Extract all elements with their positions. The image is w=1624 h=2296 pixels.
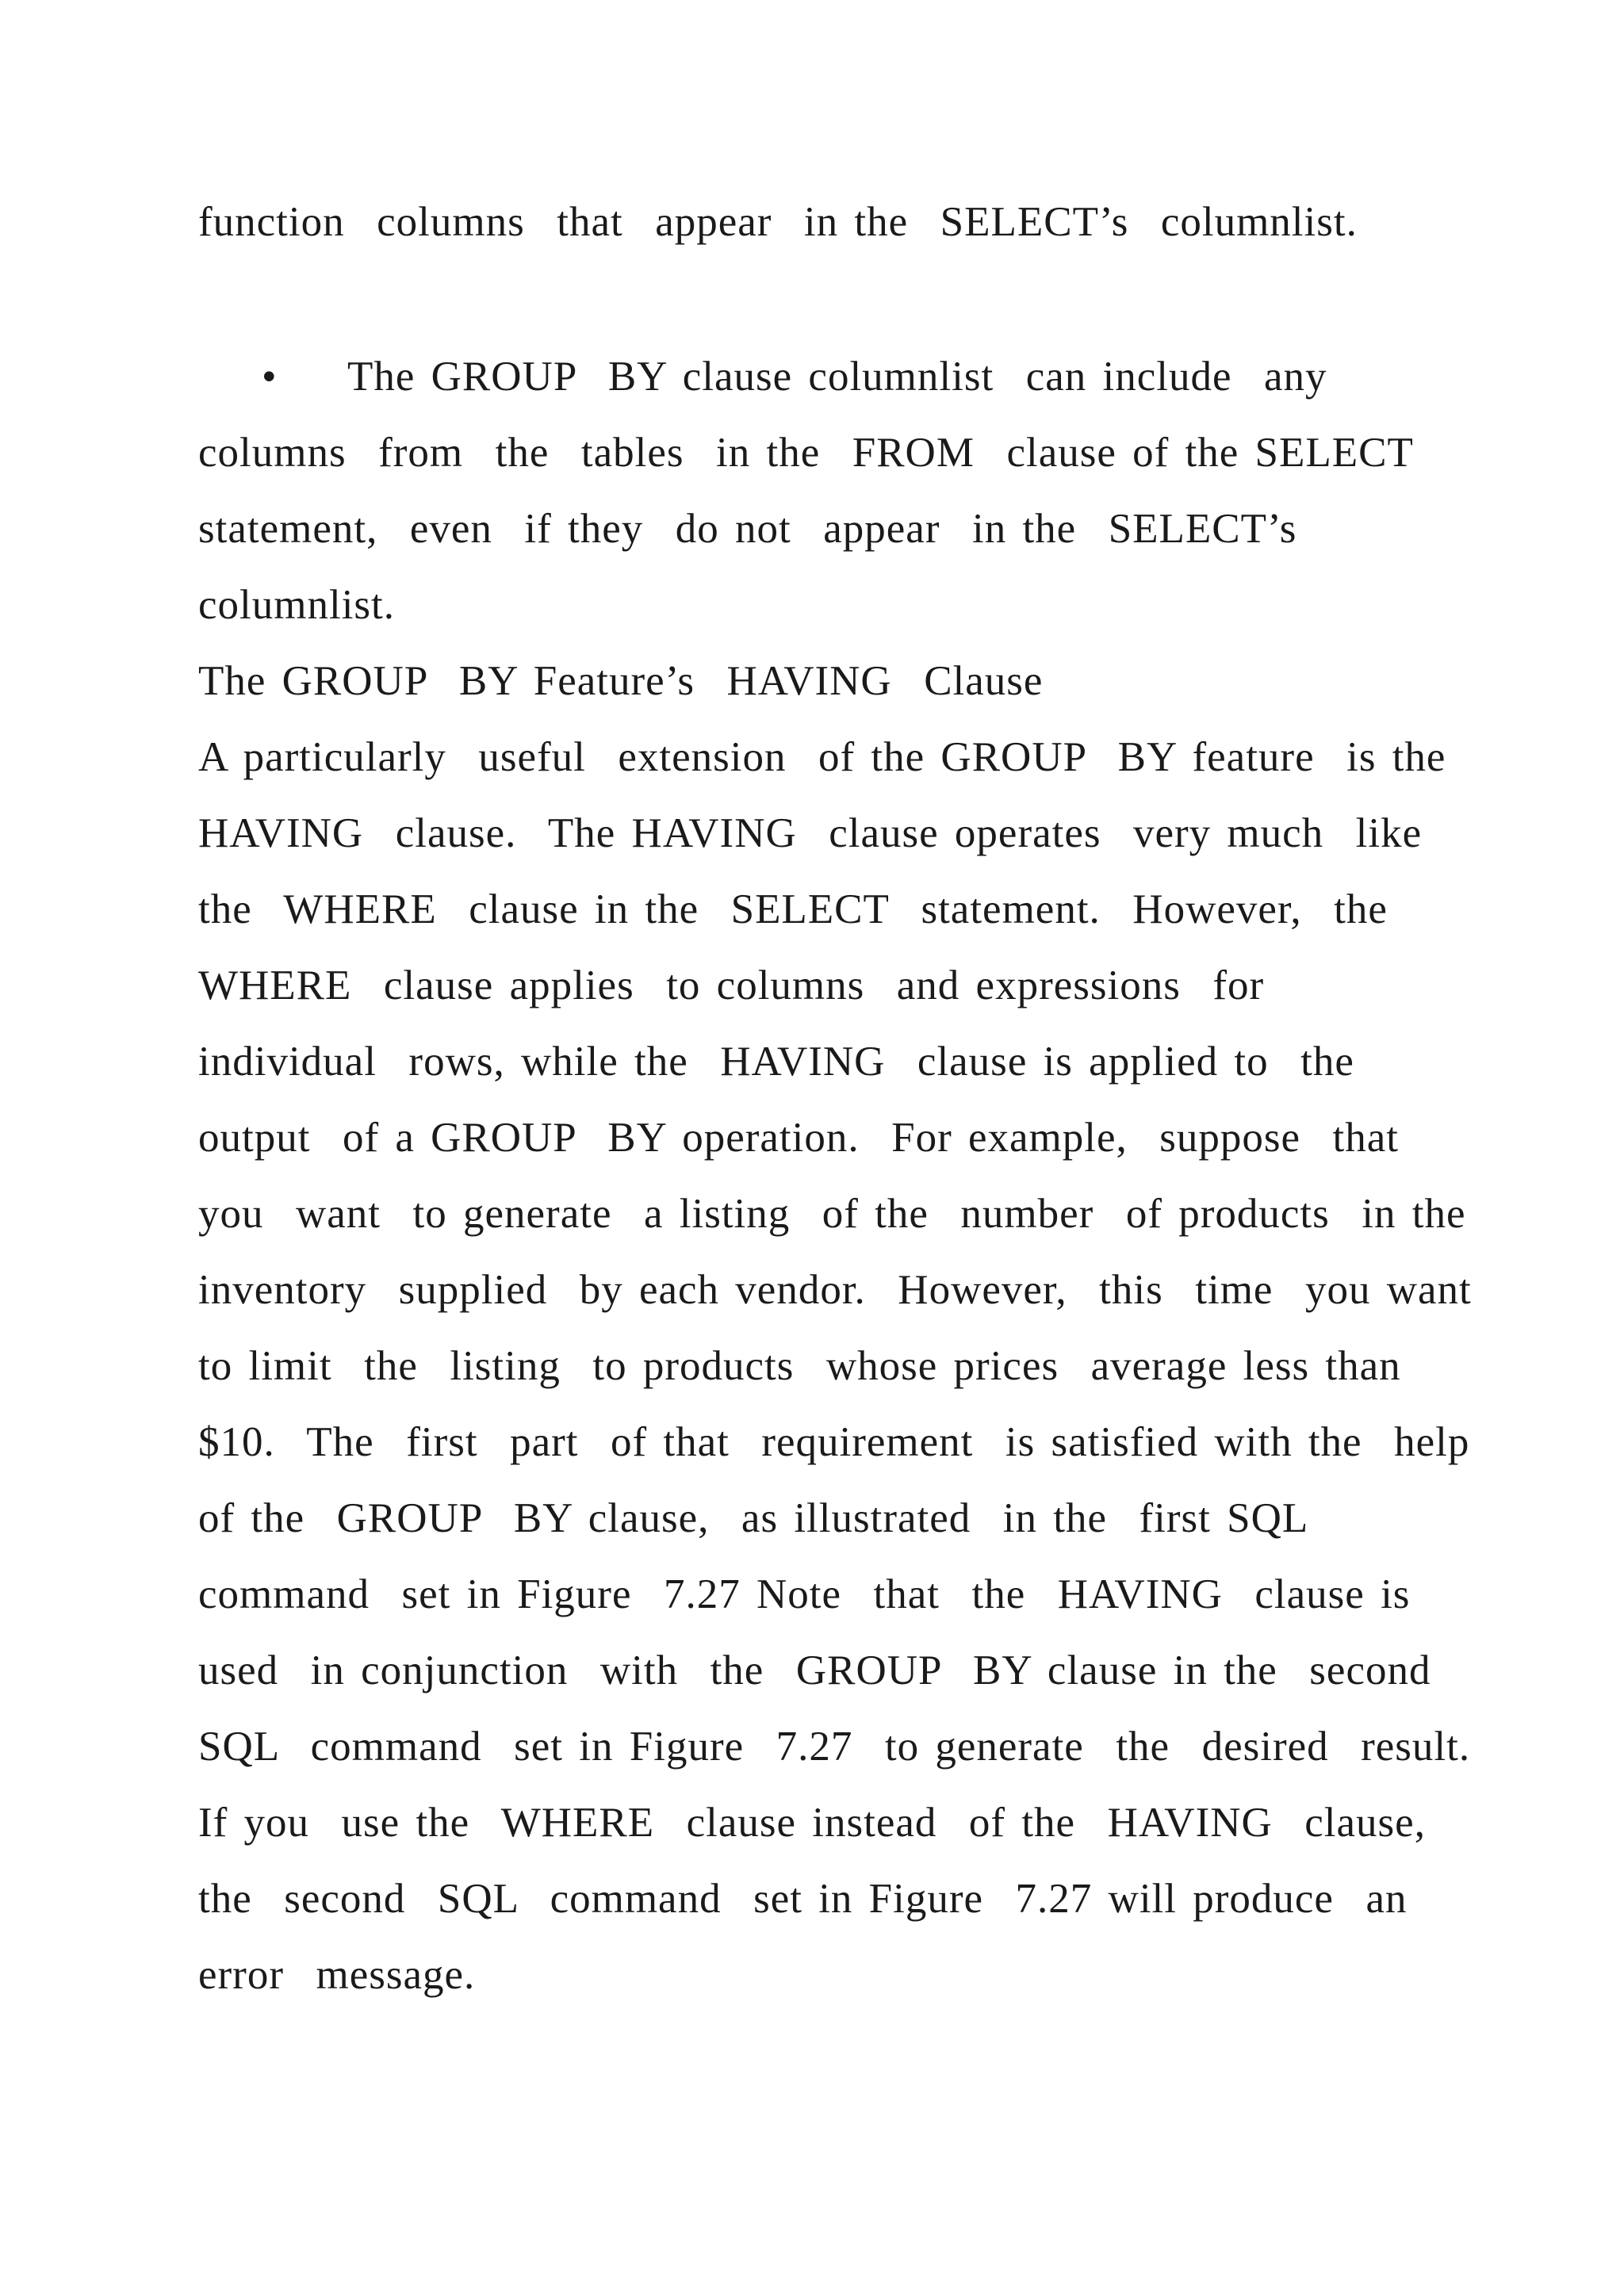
- bullet-line-2: columns from the tables in the FROM clause of the SELECT: [198, 430, 1414, 476]
- paragraph-line: used in conjunction with the GROUP BY clause in the second: [198, 1647, 1431, 1693]
- bullet-line-1: The GROUP BY clause columnlist can include any: [347, 354, 1327, 400]
- continuation-line: function columns that appear in the SELECT’s columnlist.: [198, 199, 1358, 245]
- paragraph-line: error message.: [198, 1952, 476, 1998]
- bullet-line-3: statement, even if they do not appear in the SELECT’s: [198, 506, 1297, 552]
- paragraph-line: output of a GROUP BY operation. For example, suppose that: [198, 1115, 1400, 1161]
- paragraph-line: to limit the listing to products whose prices average less than: [198, 1343, 1401, 1389]
- paragraph-line: inventory supplied by each vendor. However, this time you want: [198, 1267, 1472, 1313]
- paragraph-line: A particularly useful extension of the GROUP BY feature is the: [198, 734, 1446, 780]
- paragraph-line: individual rows, while the HAVING clause is applied to the: [198, 1039, 1354, 1085]
- paragraph-line: $10. The first part of that requirement is satisfied with the help: [198, 1419, 1470, 1465]
- paragraph-line: the second SQL command set in Figure 7.27 will produce an: [198, 1876, 1408, 1922]
- paragraph-line: If you use the WHERE clause instead of the HAVING clause,: [198, 1800, 1426, 1846]
- paragraph-line: of the GROUP BY clause, as illustrated in the first SQL: [198, 1495, 1309, 1541]
- paragraph-line: HAVING clause. The HAVING clause operates very much like: [198, 810, 1423, 856]
- paragraph-line: SQL command set in Figure 7.27 to generate the desired result.: [198, 1724, 1471, 1770]
- paragraph-line: you want to generate a listing of the number of products in the: [198, 1191, 1466, 1237]
- paragraph-line: the WHERE clause in the SELECT statement. However, the: [198, 886, 1388, 932]
- section-heading: The GROUP BY Feature’s HAVING Clause: [198, 658, 1044, 704]
- bullet-marker: •: [262, 354, 277, 400]
- bullet-line-4: columnlist.: [198, 582, 396, 628]
- paragraph-line: command set in Figure 7.27 Note that the HAVING clause is: [198, 1571, 1411, 1617]
- paragraph-line: WHERE clause applies to columns and expressions for: [198, 962, 1265, 1008]
